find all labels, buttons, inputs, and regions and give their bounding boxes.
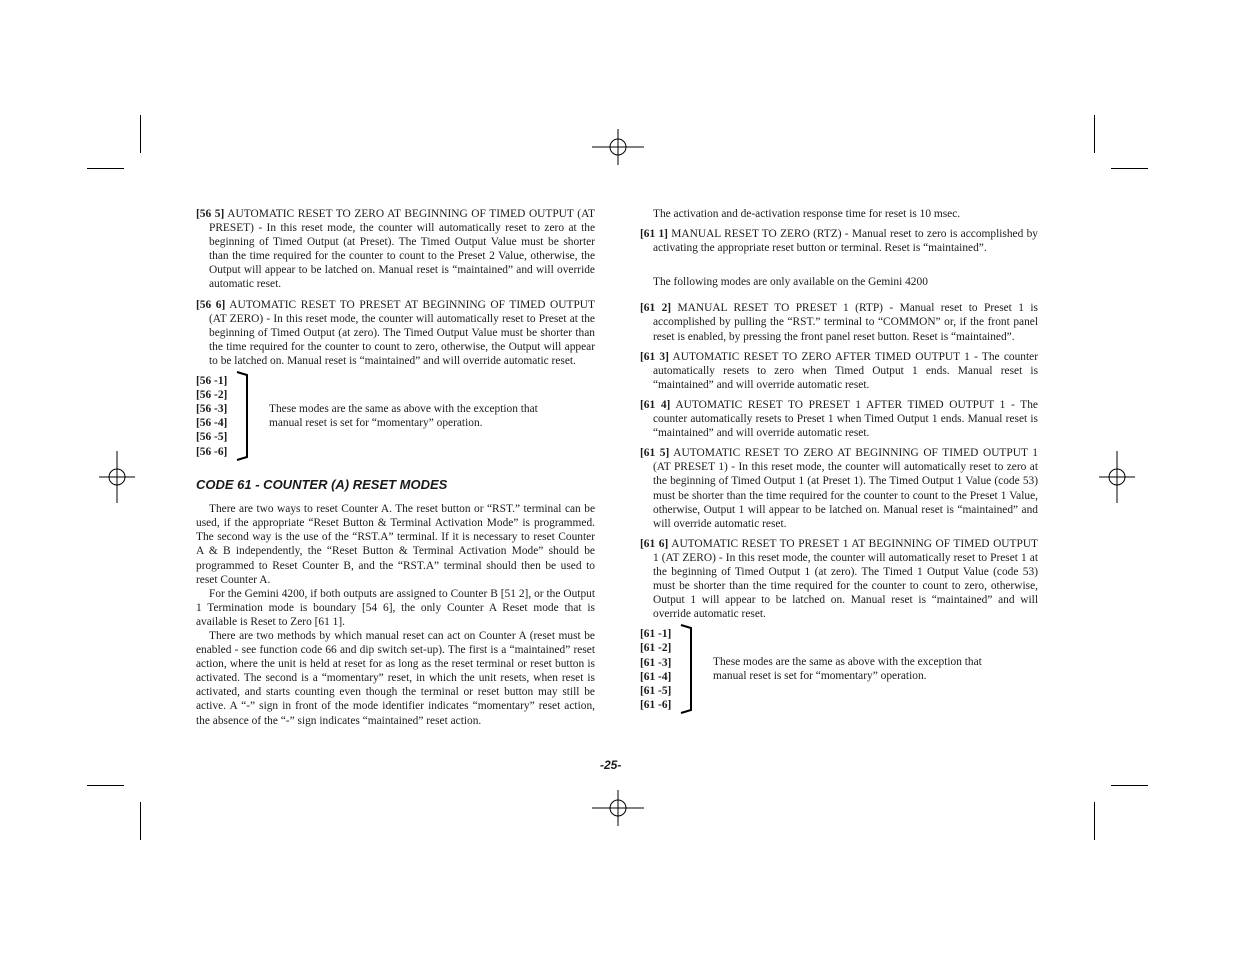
crop-mark bbox=[140, 802, 141, 840]
mode-code: [56 -5] bbox=[196, 431, 228, 444]
mode-description: AUTOMATIC RESET TO ZERO AT BEGINNING OF TIMED OUTPUT (AT PRESET) - In this reset mode, the counter will automatically reset to zero at the beginning of Timed Output (at Preset). The Timed Output Value must be shorter than the time required for the counter to count to the Preset 2 Value, otherwise, the Output will appear to be latched on. Manual reset is “maintained” and will override automatic reset. bbox=[209, 208, 595, 291]
mode-code: [61 -1] bbox=[640, 628, 672, 641]
bracket-icon bbox=[236, 370, 250, 462]
bracket-icon bbox=[680, 623, 694, 715]
left-column bbox=[196, 207, 595, 734]
mode-61-3-paragraph bbox=[640, 350, 1038, 392]
momentary-note: These modes are the same as above with the exception that manual reset is set for “momentary” operation. bbox=[269, 403, 538, 430]
momentary-modes-61-group bbox=[640, 627, 1038, 713]
mode-description: AUTOMATIC RESET TO PRESET 1 AFTER TIMED OUTPUT 1 - The counter automatically resets to Preset 1 when Timed Output 1 ends. Manual reset is “maintained” and will override automatic reset. bbox=[653, 398, 1038, 440]
mode-description: AUTOMATIC RESET TO PRESET AT BEGINNING OF TIMED OUTPUT (AT ZERO) - In this reset mode, the counter will automatically reset to Preset at the beginning of Timed Output (at zero). The Timed Output Value must be shorter than the time required for the counter to count to zero, otherwise, the Output will appear to be latched on. Manual reset is “maintained” and will override automatic reset. bbox=[209, 298, 595, 367]
registration-mark-icon bbox=[592, 121, 644, 173]
page-number: -25- bbox=[600, 758, 622, 772]
mode-code: [56 5] bbox=[196, 208, 225, 220]
momentary-note: These modes are the same as above with the exception that manual reset is set for “momentary” operation. bbox=[713, 656, 982, 683]
intro-paragraph: The activation and de-activation response time for reset is 10 msec. bbox=[653, 208, 961, 220]
mode-description: AUTOMATIC RESET TO ZERO AFTER TIMED OUTPUT 1 - The counter automatically resets to zero when Timed Output 1 ends. Manual reset is “maintained” and will override automatic reset. bbox=[653, 350, 1038, 391]
right-column bbox=[640, 207, 1038, 725]
body-paragraph: There are two ways to reset Counter A. The reset button or “RST.” terminal can be used, if the appropriate “Reset Button & Terminal Activation Mode” is programmed. The second way is the use of the “RST.A” terminal. If it is necessary to reset Counter A & B independently, the “Reset Button & Terminal Activation Mode” should be programmed to Reset Counter B, and the “RST.A” terminal should then be used to reset Counter A. bbox=[196, 503, 595, 586]
mode-description: MANUAL RESET TO ZERO (RTZ) - Manual reset to zero is accomplished by activating the appropriate reset button or terminal. Reset is “maintained”. bbox=[653, 228, 1038, 255]
mode-code: [56 -3] bbox=[196, 403, 228, 416]
momentary-codes-list bbox=[640, 627, 671, 712]
mode-61-1-paragraph bbox=[640, 227, 1038, 255]
mode-61-6-paragraph bbox=[640, 537, 1038, 622]
mode-code: [61 5] bbox=[640, 447, 670, 460]
mode-code: [61 -6] bbox=[640, 698, 672, 711]
mode-code: [61 -5] bbox=[640, 684, 672, 697]
mode-code: [61 6] bbox=[640, 537, 669, 550]
mode-description: AUTOMATIC RESET TO ZERO AT BEGINNING OF TIMED OUTPUT 1 (AT PRESET 1) - In this reset mode, the counter will automatically reset to zero at the beginning of Timed Output 1 (at Preset 1). The Timed Output 1 Value (code 53) must be shorter than the time required for the counter to count to the Preset 1 Value, otherwise, Output 1 will appear to be latched on. Manual reset is “maintained” and will override automatic reset. bbox=[653, 447, 1039, 530]
crop-mark bbox=[1111, 785, 1148, 786]
spacer bbox=[640, 261, 1038, 275]
momentary-modes-56-group bbox=[196, 374, 595, 460]
crop-mark bbox=[1094, 115, 1095, 153]
crop-mark bbox=[140, 115, 141, 153]
registration-mark-icon bbox=[1091, 451, 1143, 503]
section-heading: CODE 61 - COUNTER (A) RESET MODES bbox=[196, 477, 448, 493]
momentary-codes-list bbox=[196, 374, 227, 459]
mode-description: MANUAL RESET TO PRESET 1 (RTP) - Manual reset to Preset 1 is accomplished by pulling the “RST.” terminal to “COMMON” or, if the front panel reset is enabled, by pressing the front panel reset button. Reset is “maintained”. bbox=[653, 302, 1038, 343]
mode-61-2-paragraph bbox=[640, 301, 1038, 343]
mode-code: [61 1] bbox=[640, 228, 668, 241]
registration-mark-icon bbox=[592, 782, 644, 834]
registration-mark-icon bbox=[91, 451, 143, 503]
mode-56-6-paragraph bbox=[196, 298, 595, 368]
mode-code: [61 4] bbox=[640, 398, 671, 411]
mode-61-4-paragraph bbox=[640, 398, 1038, 440]
crop-mark bbox=[1111, 168, 1148, 169]
crop-mark bbox=[87, 785, 124, 786]
mode-code: [61 -2] bbox=[640, 642, 672, 655]
mode-code: [56 -6] bbox=[196, 445, 228, 458]
gemini-note: The following modes are only available on the Gemini 4200 bbox=[653, 276, 928, 289]
mode-code: [56 -2] bbox=[196, 389, 228, 402]
mode-code: [56 -4] bbox=[196, 417, 228, 430]
crop-mark bbox=[1094, 802, 1095, 840]
body-paragraph: There are two methods by which manual reset can act on Counter A (reset must be enabled - see function code 66 and dip switch set-up). The first is a “maintained” reset action, where the unit is held at reset for as long as the reset terminal or reset button is activated. The second is a “momentary” reset, in which the unit resets, when reset is activated, and starts counting even though the terminal or reset button may still be active. A “-” sign in front of the mode identifier indicates “momentary” reset action, the absence of the “-” sign indicates “maintained” reset action. bbox=[196, 629, 595, 727]
mode-description: AUTOMATIC RESET TO PRESET 1 AT BEGINNING OF TIMED OUTPUT 1 (AT ZERO) - In this reset mode, the counter will automatically reset to Preset 1 at the beginning of Timed Output 1 (at zero). The Timed 1 Output Value (code 53) must be shorter than the time required for the counter to count to zero, otherwise, Output 1 will appear to be latched on. Manual reset is “maintained” and will override automatic reset. bbox=[653, 537, 1039, 621]
mode-code: [61 2] bbox=[640, 302, 672, 315]
body-paragraph: For the Gemini 4200, if both outputs are assigned to Counter B [51 2], or the Output 1 Termination mode is boundary [54 6], the only Counter A Reset mode that is available is Reset to Zero [61 1]. bbox=[196, 587, 595, 628]
mode-code: [61 -4] bbox=[640, 670, 672, 683]
mode-code: [61 3] bbox=[640, 350, 669, 363]
mode-code: [56 6] bbox=[196, 298, 226, 311]
crop-mark bbox=[87, 168, 124, 169]
mode-code: [61 -3] bbox=[640, 656, 672, 669]
mode-56-5-paragraph bbox=[196, 207, 595, 292]
mode-61-5-paragraph bbox=[640, 446, 1038, 531]
mode-code: [56 -1] bbox=[196, 375, 228, 388]
